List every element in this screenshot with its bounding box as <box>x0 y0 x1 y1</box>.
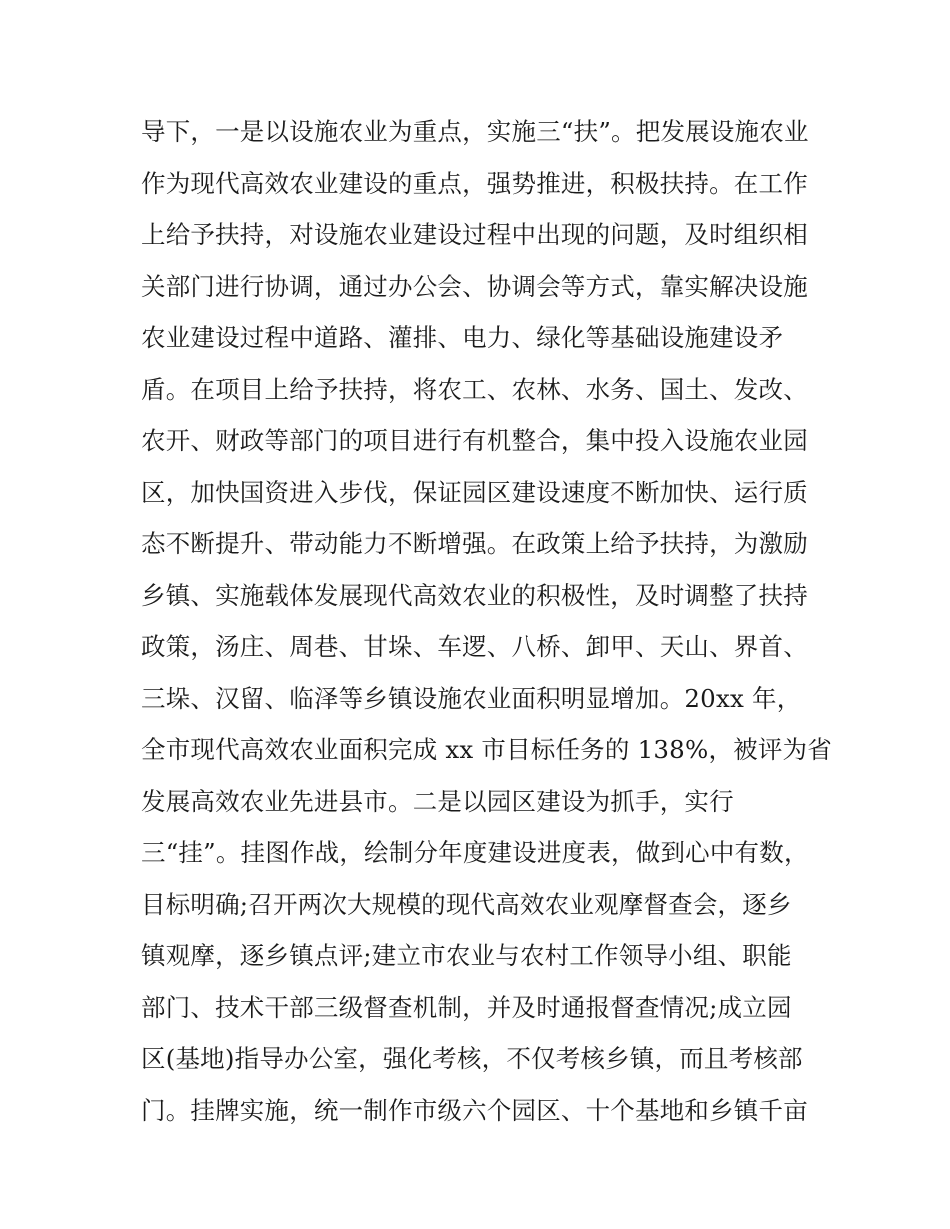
text-line: 三“挂”。挂图作战，绘制分年度建设进度表，做到心中有数， <box>141 838 809 867</box>
text-line: 关部门进行协调，通过办公会、协调会等方式，靠实解决设施 <box>141 271 808 301</box>
text-line: 态不断提升、带动能力不断增强。在政策上给予扶持，为激励 <box>141 529 808 558</box>
text-line: 部门、技术干部三级督查机制，并及时通报督查情况;成立园 <box>141 992 792 1022</box>
text-line: 农开、财政等部门的项目进行有机整合，集中投入设施农业园 <box>141 426 808 455</box>
text-line: 全市现代高效农业面积完成 xx 市目标任务的 138%，被评为省 <box>141 735 832 764</box>
text-line: 政策，汤庄、周巷、甘垛、车逻、八桥、卸甲、天山、界首、 <box>141 632 808 661</box>
text-line: 区(基地)指导办公室，强化考核，不仅考核乡镇，而且考核部 <box>141 1044 803 1073</box>
text-line: 门。挂牌实施，统一制作市级六个园区、十个基地和乡镇千亩 <box>141 1095 808 1125</box>
text-line: 盾。在项目上给予扶持，将农工、农林、水务、国土、发改、 <box>141 374 808 404</box>
text-line: 区，加快国资进入步伐，保证园区建设速度不断加快、运行质 <box>141 477 808 507</box>
body-text <box>141 106 832 1136</box>
text-line: 农业建设过程中道路、灌排、电力、绿化等基础设施建设矛 <box>141 323 784 352</box>
text-line: 乡镇、实施载体发展现代高效农业的积极性，及时调整了扶持 <box>141 580 808 610</box>
text-line: 上给予扶持，对设施农业建设过程中出现的问题，及时组织相 <box>141 220 808 249</box>
text-line: 发展高效农业先进县市。二是以园区建设为抓手，实行 <box>141 786 734 816</box>
text-line: 作为现代高效农业建设的重点，强势推进，积极扶持。在工作 <box>141 168 808 198</box>
text-line: 三垛、汉留、临泽等乡镇设施农业面积明显增加。20xx 年， <box>141 683 802 713</box>
text-line: 镇观摩，逐乡镇点评;建立市农业与农村工作领导小组、职能 <box>141 941 792 970</box>
text-line: 目标明确;召开两次大规模的现代高效农业观摩督查会，逐乡 <box>141 889 792 919</box>
text-line: 导下，一是以设施农业为重点，实施三“扶”。把发展设施农业 <box>141 117 809 146</box>
